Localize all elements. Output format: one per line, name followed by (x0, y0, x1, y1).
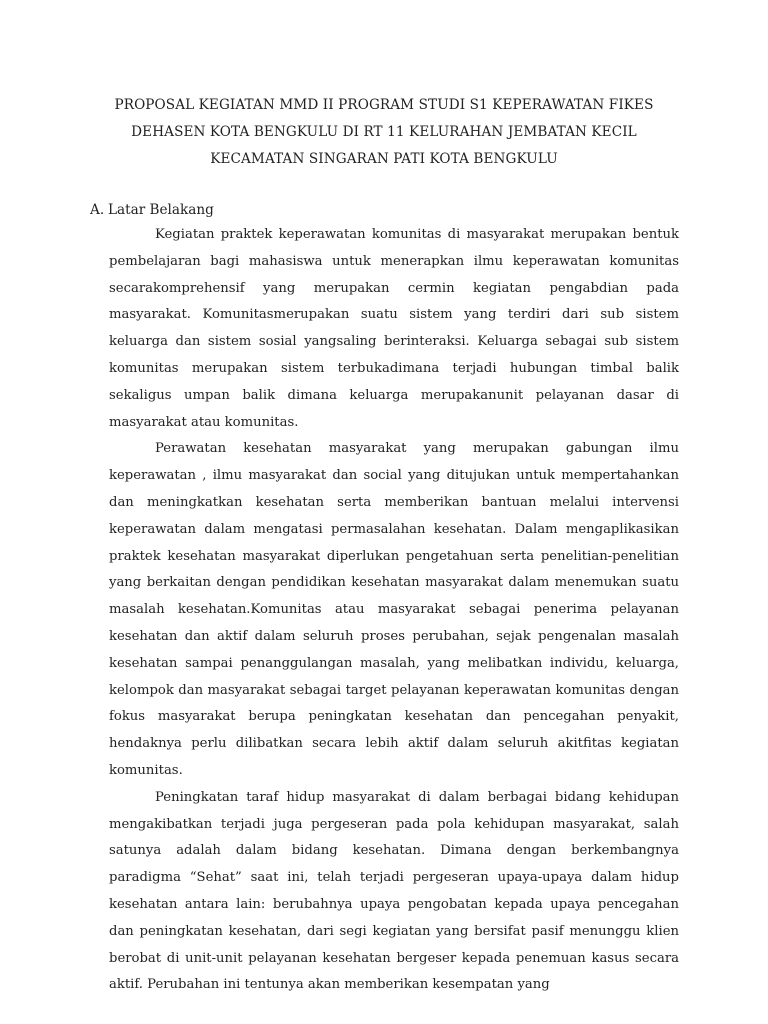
title-line-2: DEHASEN KOTA BENGKULU DI RT 11 KELURAHAN JEMBATAN KECIL (131, 124, 637, 140)
paragraph-1: Kegiatan praktek keperawatan komunitas di masyarakat merupakan bentuk pembelajaran bagi mahasiswa untuk menerapkan ilmu keperawatan komunitas secarakomprehensif yang merupakan cermin kegiatan pengabdian pada masyarakat. Komunitasmerupakan suatu sistem yang terdiri dari sub sistem keluarga dan sistem sosial yangsaling berinteraksi. Keluarga sebagai sub sistem komunitas merupakan sistem terbukadimana terjadi hubungan timbal balik sekaligus umpan balik dimana keluarga merupakanunit pelayanan dasar di masyarakat atau komunitas. (109, 227, 679, 430)
body-text (109, 222, 679, 999)
title-line-1: PROPOSAL KEGIATAN MMD II PROGRAM STUDI S1 KEPERAWATAN FIKES (114, 97, 654, 113)
section-heading-text: Latar Belakang (108, 202, 214, 218)
title-line-3: KECAMATAN SINGARAN PATI KOTA BENGKULU (210, 151, 558, 167)
document-title (90, 92, 678, 173)
section-heading (90, 197, 214, 223)
paragraph-3: Peningkatan taraf hidup masyarakat di dalam berbagai bidang kehidupan mengakibatkan terjadi juga pergeseran pada pola kehidupan masyarakat, salah satunya adalah dalam bidang kesehatan. Dimana dengan berkembangnya paradigma “Sehat” saat ini, telah terjadi pergeseran upaya-upaya dalam hidup kesehatan antara lain: berubahnya upaya pengobatan kepada upaya pencegahan dan peningkatan kesehatan, dari segi kegiatan yang bersifat pasif menunggu klien berobat di unit-unit pelayanan kesehatan bergeser kepada penemuan kasus secara aktif. Perubahan ini tentunya akan memberikan kesempatan yang (109, 789, 679, 993)
section-letter: A. (90, 202, 105, 218)
paragraph-2: Perawatan kesehatan masyarakat yang merupakan gabungan ilmu keperawatan , ilmu masyarakat dan social yang ditujukan untuk mempertahankan dan meningkatkan kesehatan serta memberikan bantuan melalui intervensi keperawatan dalam mengatasi permasalahan kesehatan. Dalam mengaplikasikan praktek kesehatan masyarakat diperlukan pengetahuan serta penelitian-penelitian yang berkaitan dengan pendidikan kesehatan masyarakat dalam menemukan suatu masalah kesehatan.Komunitas atau masyarakat sebagai penerima pelayanan kesehatan dan aktif dalam seluruh proses perubahan, sejak pengenalan masalah kesehatan sampai penanggulangan masalah, yang melibatkan individu, keluarga, kelompok dan masyarakat sebagai target pelayanan keperawatan komunitas dengan fokus masyarakat berupa peningkatan kesehatan dan pencegahan penyakit, hendaknya perlu dilibatkan secara lebih aktif dalam seluruh akitfitas kegiatan komunitas. (109, 441, 679, 778)
